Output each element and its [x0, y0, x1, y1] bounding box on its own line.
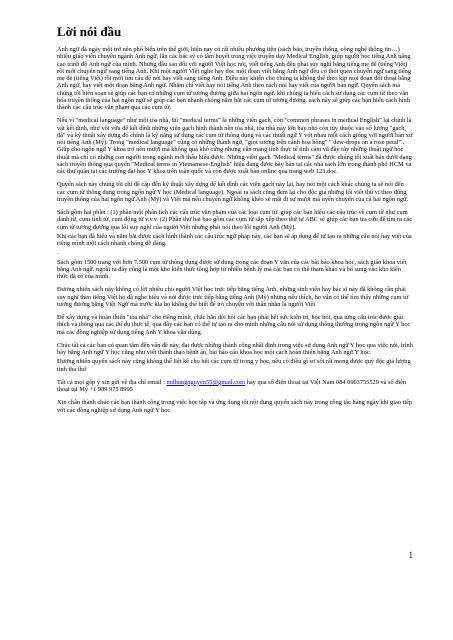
contact-paragraph [57, 379, 413, 394]
paragraph-intro: Anh ngữ đã ngày một trở nên phổ biến trên thế giới, hiện nay có rất nhiều phương tiện (sách báo, truyền thông, công nghệ thông tin…) nhiều giáo viên chuyên ngành Anh ngữ, lẫn các bác sỹ có tâm huyết trong việc truyền dạy Medical English, giúp người học tiếng Anh nâng cao trình độ Anh ngữ của mình. Nhưng đâu sao đối với người Việt học nói, viết tiếng Anh đều phải suy nghĩ bằng tiếng mẹ đẻ (tiếng Việt) rồi mới chuyển ngữ sang tiếng Anh. Khi một người Việt nghe hay đọc một đoạn viết bằng Anh ngữ đều có thói quen chuyển ngữ sang tiếng mẹ đẻ (tiếng Việt) rồi mới tìm câu để nói hay viết sang tiếng Anh. Điều này khiến cho chúng ta không thể theo kịp mọi đoạn đối thoại bằng Anh ngữ, hay viết một đoạn bằng Anh ngữ. Nhằm chỉ viết hay nói tiếng Anh theo cách nói hay viết của người bản ngữ. Quyển sách mà chúng tôi biên soạn sẽ giúp các bạn có những cụm từ tương đương giữa hai ngôn ngữ. khi chúng ta hiểu cách sử dụng các cụm từ theo văn hóa truyền thống của hai ngôn ngữ sẽ giúp các bạn nhanh chóng nắm bắt các cụm từ tương đương. sách này sẽ giúp các bạn hiểu cách hình thành các cấu trúc văn phạm qua các cụm từ. [57, 46, 412, 111]
paragraph-direct-learners: Đương nhiên sách này không có lời nhiều cho người Việt học trực tiếp bằng tiếng Anh, những sinh viên hay bác sĩ này đã không cần phải suy nghĩ theo tiếng Việt họ đã nghe hiểu và nói được trực tiếp bằng tiếng Anh (Mỹ) nhưng nếu thích, họ vẫn có thể tìm thấy những cụm từ tương đương bằng Việt Ngữ mà trước kia họ không thể biết để trò chuyện với thân nhân là người Việt [57, 286, 409, 308]
paragraph-dot: . [57, 249, 59, 257]
paragraph-medical-language: Nếu ví "medical language" như một tòa nhà, thì "medical terms" là những viên gạch, còn "common phrases in medical English" lại chính là vật kết dính, như vôi vữa để kết dính những viên gạch hình thành nên tòa nhà, tòa nhà này lớn hay nhỏ còn tùy thuộc vào số lượng "gạch, đá" và kỹ thuật xây dựng đó chính là kỹ năng sử dụng các cụm từ thông dụng và các thuật ngữ Y với nhau một cách giống với người bản xứ nói tiếng Anh (Mỹ). Trong "medical language" cũng có những thành ngữ, "giọt sương trên cánh hoa hồng" " dew-drops on a rose petal" . Giúp cho ngôn ngữ Y khoa trở nên mượt mà không quá khô cứng nhưng vẫn mang tính thực tế tinh cảm và đầy rẫy những thuật ngữ học thuật mà chỉ có những con người trong ngành mới thấu hiểu được. Những viên gạch "Medical terms" đã được chúng tôi xuất bản dưới dạng sách truyền thống qua quyển "Medical terms in Vietnamese-English" hiện đang được bày bán tại các nhà sách lớn trong thành phố HCM và các thư quán tại các trường đại học Y khoa trên toàn quốc và còn được xuất bản online qua trang web 123.doc. [57, 117, 413, 175]
contact-after: hay qua số điện thoại tại Việt Nam 084 0903755529 và số điện thoại tại Mỹ +1 989 975 8995 [57, 378, 407, 393]
page-title: Lời nói đầu [57, 24, 122, 39]
paragraph-book-parts: Sách gồm hai phần : (1) phần một phân tích các cấu trúc văn phạm của các loại cụm từ. giúp các bạn hiểu các cấu trúc về cụm từ như cụm danh từ, cụm tính từ, cụm động từ v.v.v. (2) Phần thứ hai bao gồm các cụm từ sắp xếp theo thứ tự ABC sẽ giúp các bạn tra cứu để tìm ra các cụm từ tương đương qua lối suy nghĩ của người Việt nhưng phải nói theo lối người Anh (Mỹ). [57, 209, 413, 231]
email-link[interactable]: mdhungnguyen55@gmail.com [166, 378, 246, 386]
page-number: 1 [408, 550, 413, 560]
paragraph-apology: Đương nhiên quyển sách này cũng không thể liệt kê cho hết các cụm từ trong y học, nếu có điều gì sơ sót rất mong được quý độc giả lượng tình tha thứ [57, 358, 411, 373]
paragraph-book-size: Sách gồm 1500 trang với hơn 7.500 cụm từ thông dụng được sử dụng trong các đoạn Y văn của các bài báo khoa học, sách giáo khoa viết bằng Anh ngữ. ngoài ra đây cũng là một kho kiến thức tổng hợp từ nhiều bệnh lý mà các bạn có thể tham khảo và bổ sung vào kho kiến thức đã có của mình. [57, 258, 407, 280]
paragraph-build-building: Để xây dựng và hoàn thiện "tòa nhà" cho riêng mình, chắc hẳn đòi hỏi các bạn phải hết sức kiên trì, học hỏi, qua từng cấu trúc được giải thích và thông qua các thí dụ thực tế, qua đây các bạn có thể tự tạo ra cho mình những câu nói sử dụng thông thường trong ngôn ngữ Y học mà các đồng nghiệp sử dụng tiếng Anh Y khoa vẫn dùng. [57, 314, 411, 336]
contact-before: Tất cả mọi góp ý xin gửi về địa chỉ email : [57, 378, 167, 386]
paragraph-wishes: Chúc tất cả các bạn có quan tâm đến vấn đề này, đạt được những thành công nhất định trong việc sử dụng Anh ngữ Y học qua việc nói, trình bày bằng Anh ngữ Y học cũng như viết thành thạo bệnh án, bài báo cáo khoa học một cách hoàn thiện bằng Anh ngữ Y học. [57, 341, 413, 356]
paragraph-apply-structures: Khi các bạn đã hiểu và nắm bắt được cách hình thành các cấu trúc ngữ pháp này, các bạn sẽ áp dụng để tự tạo ra những câu nói hay viết của riêng mình một cách nhanh chóng dễ dàng. [57, 232, 412, 247]
paragraph-book-purpose: Quyển sách này chúng tôi chỉ đề cập đến kỹ thuật xây dựng để kết dính các viên gạch này lại, hay nói một cách khác chúng ta sẽ nói đến các cụm từ thông dụng trong ngôn ngữ Y học (Medical language). Ngoài ra sách cũng đem lại cho độc giả những lối viết thú vị theo đúng truyền thống của hai ngôn ngữ Anh (Mỹ) và Việt mà nếu chuyển ngữ không khéo sẽ mất đi sự mượt mà uyển chuyển của cả hai ngôn ngữ. [57, 181, 409, 203]
closing-paragraph: Xin chân thành chúc các bạn thành công trong việc học tập và ứng dụng tốt nội dung quyển sách này trong công tác hàng ngày khi giao tiếp với các đồng nghiệp sử dụng Anh ngữ Y học. [57, 399, 413, 414]
